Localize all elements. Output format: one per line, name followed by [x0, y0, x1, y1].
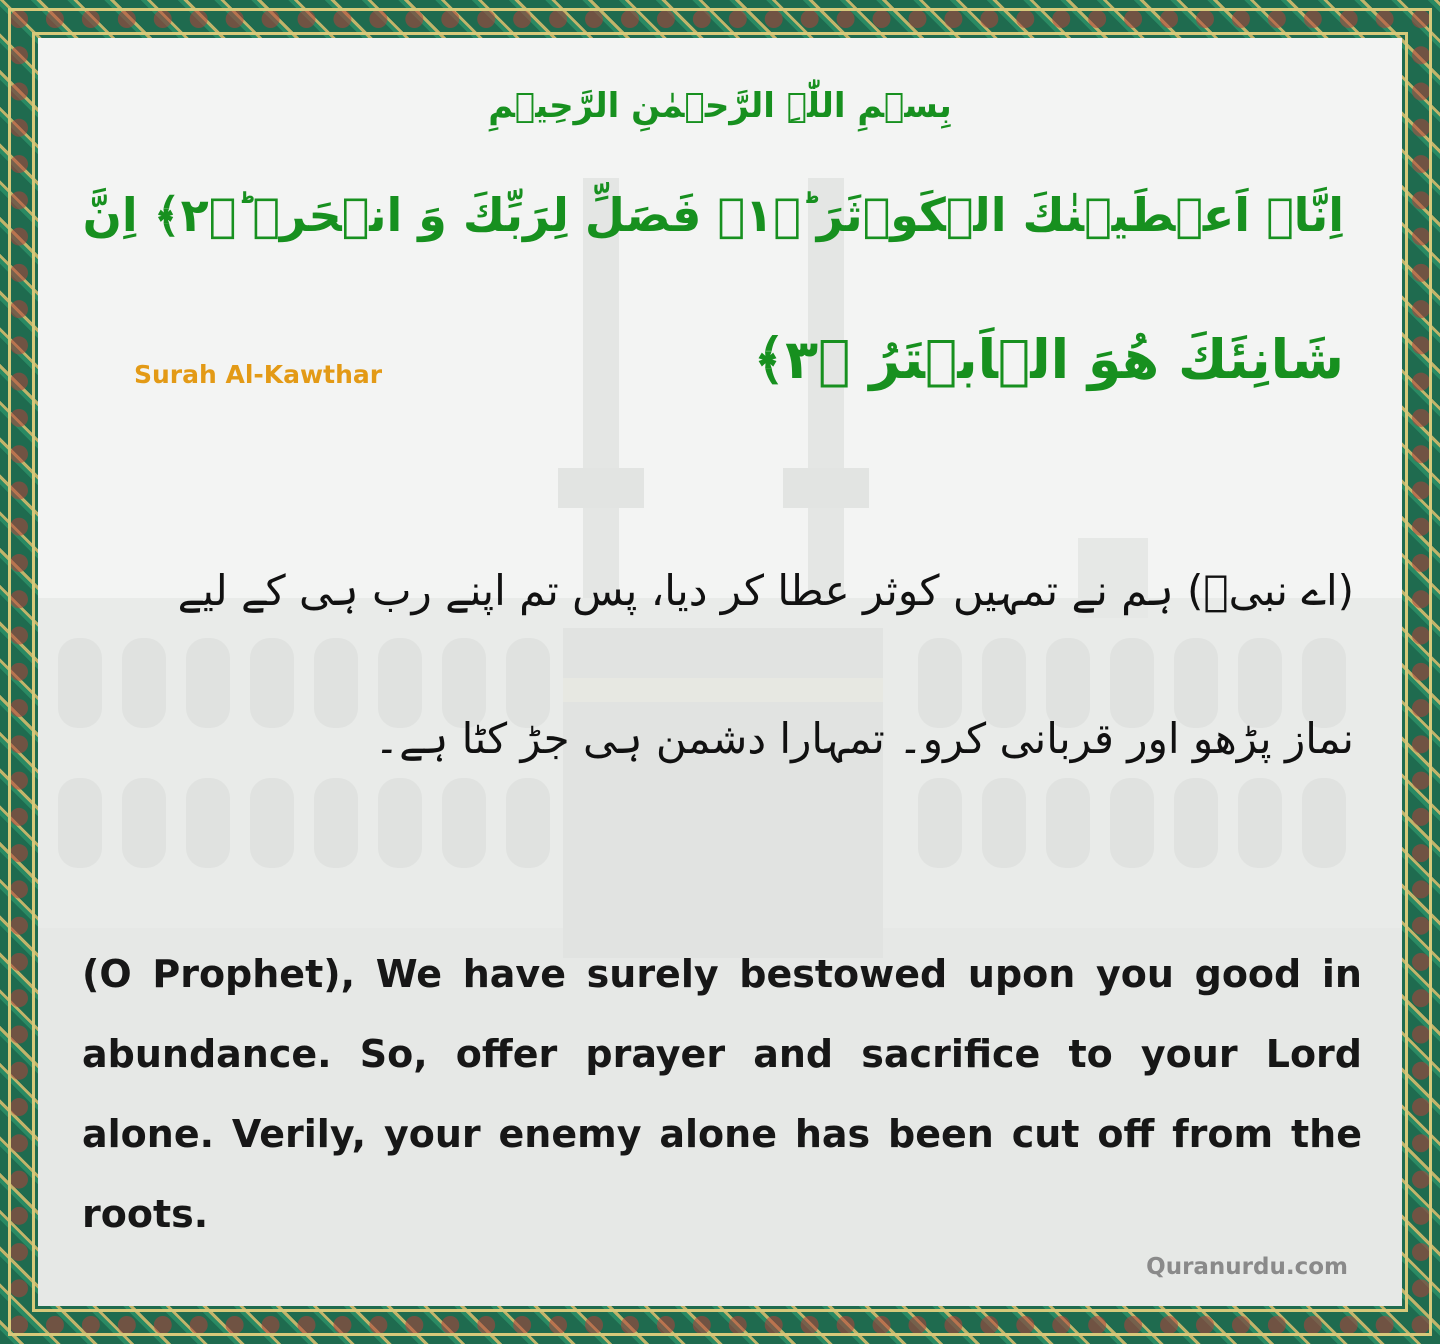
surah-name-label: Surah Al-Kawthar [134, 360, 383, 389]
content-area [38, 38, 1402, 1306]
bismillah-heading: بِسۡمِ اللّٰہِ الرَّحۡمٰنِ الرَّحِیۡمِ [488, 86, 952, 126]
arabic-verse-line-2: شَانِئَكَ هُوَ الۡاَبۡتَرُ ﴿۳﴾ [753, 328, 1344, 391]
arabic-verse-line-1: اِنَّاۤ اَعۡطَیۡنٰكَ الۡكَوۡثَرَ ؕ﴿۱﴾ فَصَلِّ لِرَبِّكَ وَ انۡحَرۡ ؕ﴿۲﴾ اِنَّ [82, 188, 1344, 242]
site-watermark: Quranurdu.com [1146, 1254, 1348, 1280]
english-translation: (O Prophet), We have surely bestowed upon you good in abundance. So, offer prayer and sacrifice to your Lord alone. Verily, your enemy alone has been cut off from the roots. [82, 952, 1362, 1236]
urdu-translation-line-2: نماز پڑھو اور قربانی کرو۔ تمہارا دشمن ہی جڑ کٹا ہے۔ [374, 714, 1354, 763]
urdu-translation-line-1: (اے نبیؐ) ہم نے تمہیں کوثر عطا کر دیا، پس تم اپنے رب ہی کے لیے [177, 566, 1354, 615]
